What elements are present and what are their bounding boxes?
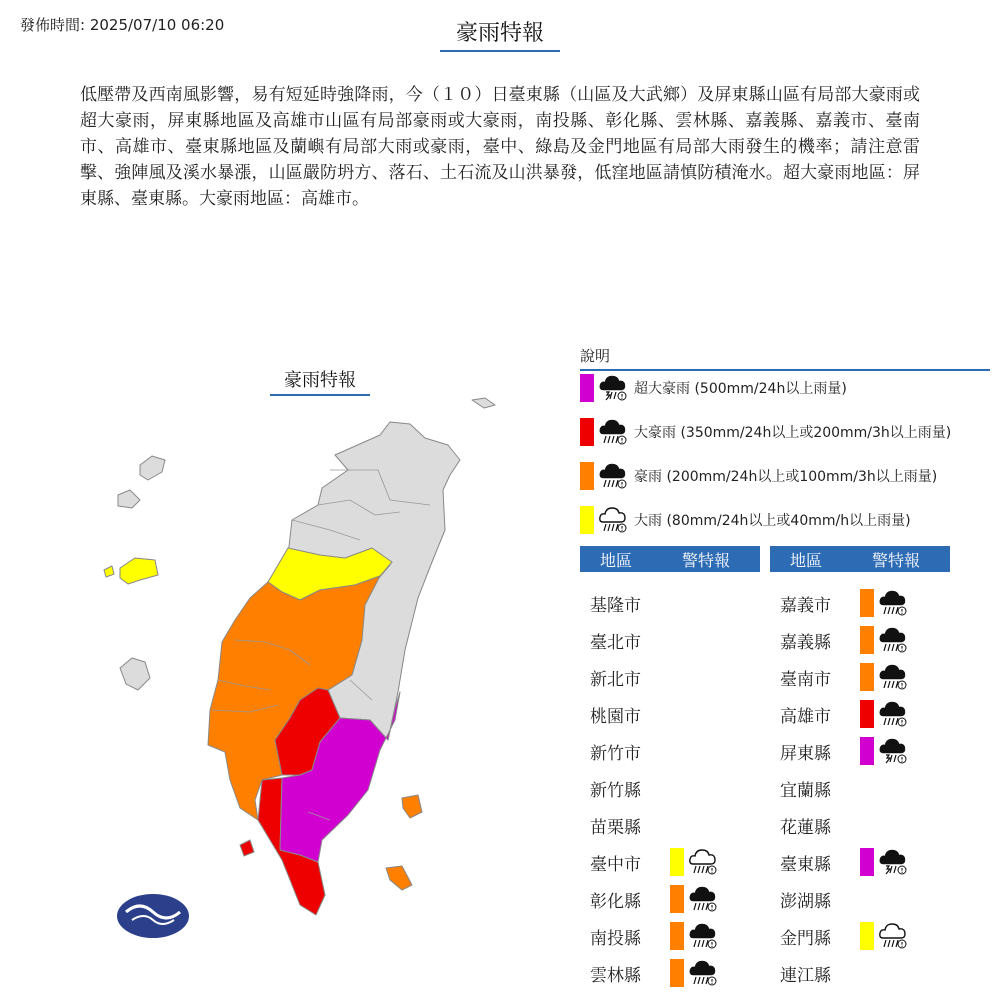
table-row[interactable] [580, 773, 750, 803]
area-name: 新竹市 [590, 743, 641, 764]
table-row[interactable] [580, 736, 750, 766]
legend-label: 超大豪雨 (500mm/24h以上雨量) [634, 381, 847, 397]
legend-item [580, 461, 937, 491]
table-row[interactable] [580, 958, 750, 988]
cwa-logo [117, 894, 189, 938]
warning-level-bar [670, 848, 684, 876]
outline-rain-cloud-icon [598, 503, 628, 537]
area-name: 新竹縣 [590, 780, 641, 801]
legend-swatch [580, 418, 594, 446]
area-name: 臺東縣 [780, 854, 831, 875]
map-island-kinmen-small[interactable] [104, 566, 114, 577]
table-row[interactable] [770, 699, 940, 729]
area-name: 彰化縣 [590, 891, 641, 912]
legend-label: 大豪雨 (350mm/24h以上或200mm/3h以上雨量) [634, 425, 952, 441]
table-row[interactable] [580, 625, 750, 655]
table-header-left [580, 546, 760, 572]
warning-level-bar [860, 663, 874, 691]
map-title: 豪雨特報 [270, 366, 370, 396]
area-name: 高雄市 [780, 706, 831, 727]
area-name: 雲林縣 [590, 965, 641, 986]
outline-rain-cloud-icon [688, 845, 718, 879]
area-name: 臺中市 [590, 854, 641, 875]
legend-label: 豪雨 (200mm/24h以上或100mm/3h以上雨量) [634, 469, 938, 485]
area-name: 澎湖縣 [780, 891, 831, 912]
table-row[interactable] [770, 773, 940, 803]
map-island-orchid[interactable] [386, 866, 412, 890]
table-row[interactable] [580, 847, 750, 877]
thunder-rain-cloud-icon [598, 371, 628, 405]
area-name: 苗栗縣 [590, 817, 641, 838]
legend-label: 大雨 (80mm/24h以上或40mm/h以上雨量) [634, 513, 911, 529]
rain-cloud-icon [878, 586, 908, 620]
table-row[interactable] [770, 625, 940, 655]
map-island-kinmen[interactable] [120, 558, 158, 584]
warning-summary: 低壓帶及西南風影響，易有短延時強降雨，今（１０）日臺東縣（山區及大武鄉）及屏東縣山區有局部大豪雨或超大豪雨，屏東縣地區及高雄市山區有局部豪雨或大豪雨，南投縣、彰化縣、雲林縣、嘉義縣、嘉義市、臺南市、高雄市、臺東縣地區及蘭嶼有局部大雨或豪雨，臺中、綠島及金門地區有局部大雨發生的機率；請注意雷擊、強陣風及溪水暴漲，山區嚴防坍方、落石、土石流及山洪暴發，低窪地區請慎防積淹水。超大豪雨地區：屏東縣、臺東縣。大豪雨地區：高雄市。 [80, 85, 920, 209]
table-row[interactable] [580, 662, 750, 692]
table-row[interactable] [770, 847, 940, 877]
area-name: 臺南市 [780, 669, 831, 690]
page-title: 豪雨特報 [440, 16, 560, 52]
table-header-right [770, 546, 950, 572]
map-island-penghu[interactable] [118, 490, 140, 508]
area-name: 連江縣 [780, 965, 831, 986]
area-name: 臺北市 [590, 632, 641, 653]
map-island-matsu[interactable] [472, 398, 495, 408]
area-name: 花蓮縣 [780, 817, 831, 838]
legend-swatch [580, 374, 594, 402]
taiwan-warning-map [0, 380, 560, 940]
map-island-liuqiu[interactable] [240, 840, 254, 856]
rain-cloud-icon [598, 459, 628, 493]
rain-cloud-icon [688, 956, 718, 990]
legend-item [580, 505, 911, 535]
area-name: 宜蘭縣 [780, 780, 831, 801]
area-name: 基隆市 [590, 595, 641, 616]
area-name: 南投縣 [590, 928, 641, 949]
col-area: 地區 [599, 550, 632, 570]
table-row[interactable] [770, 662, 940, 692]
map-island-penghu-south[interactable] [120, 658, 150, 690]
table-row[interactable] [770, 810, 940, 840]
issue-time: 發佈時間: 2025/07/10 06:20 [20, 16, 225, 34]
warning-level-bar [860, 848, 874, 876]
area-name: 桃園市 [590, 706, 641, 727]
outline-rain-cloud-icon [878, 919, 908, 953]
table-row[interactable] [580, 810, 750, 840]
table-row[interactable] [770, 884, 940, 914]
col-warning: 警特報 [681, 550, 730, 570]
legend-title: 說明 [580, 345, 990, 371]
table-row[interactable] [770, 736, 940, 766]
legend-swatch [580, 506, 594, 534]
rain-cloud-icon [688, 882, 718, 916]
table-row[interactable] [770, 958, 940, 988]
warning-level-bar [860, 922, 874, 950]
table-row[interactable] [580, 588, 750, 618]
legend-item [580, 373, 847, 403]
thunder-rain-cloud-icon [878, 845, 908, 879]
map-island-penghu-north[interactable] [140, 456, 165, 480]
heavy-rain-cloud-icon [878, 697, 908, 731]
table-row[interactable] [580, 921, 750, 951]
area-name: 嘉義縣 [780, 632, 831, 653]
table-row[interactable] [580, 699, 750, 729]
heavy-rain-cloud-icon [598, 415, 628, 449]
legend-item [580, 417, 951, 447]
area-name: 新北市 [590, 669, 641, 690]
col-warning: 警特報 [871, 550, 920, 570]
warning-level-bar [860, 589, 874, 617]
legend-swatch [580, 462, 594, 490]
area-name: 屏東縣 [780, 743, 831, 764]
rain-cloud-icon [878, 660, 908, 694]
thunder-rain-cloud-icon [878, 734, 908, 768]
col-area: 地區 [789, 550, 822, 570]
rain-cloud-icon [688, 919, 718, 953]
area-name: 金門縣 [780, 928, 831, 949]
warning-level-bar [670, 959, 684, 987]
rain-cloud-icon [878, 623, 908, 657]
table-row[interactable] [770, 921, 940, 951]
warning-level-bar [860, 626, 874, 654]
table-row[interactable] [770, 588, 940, 618]
table-row[interactable] [580, 884, 750, 914]
warning-level-bar [860, 700, 874, 728]
map-island-green[interactable] [402, 795, 422, 818]
warning-level-bar [860, 737, 874, 765]
area-name: 嘉義市 [780, 595, 831, 616]
warning-level-bar [670, 922, 684, 950]
warning-level-bar [670, 885, 684, 913]
